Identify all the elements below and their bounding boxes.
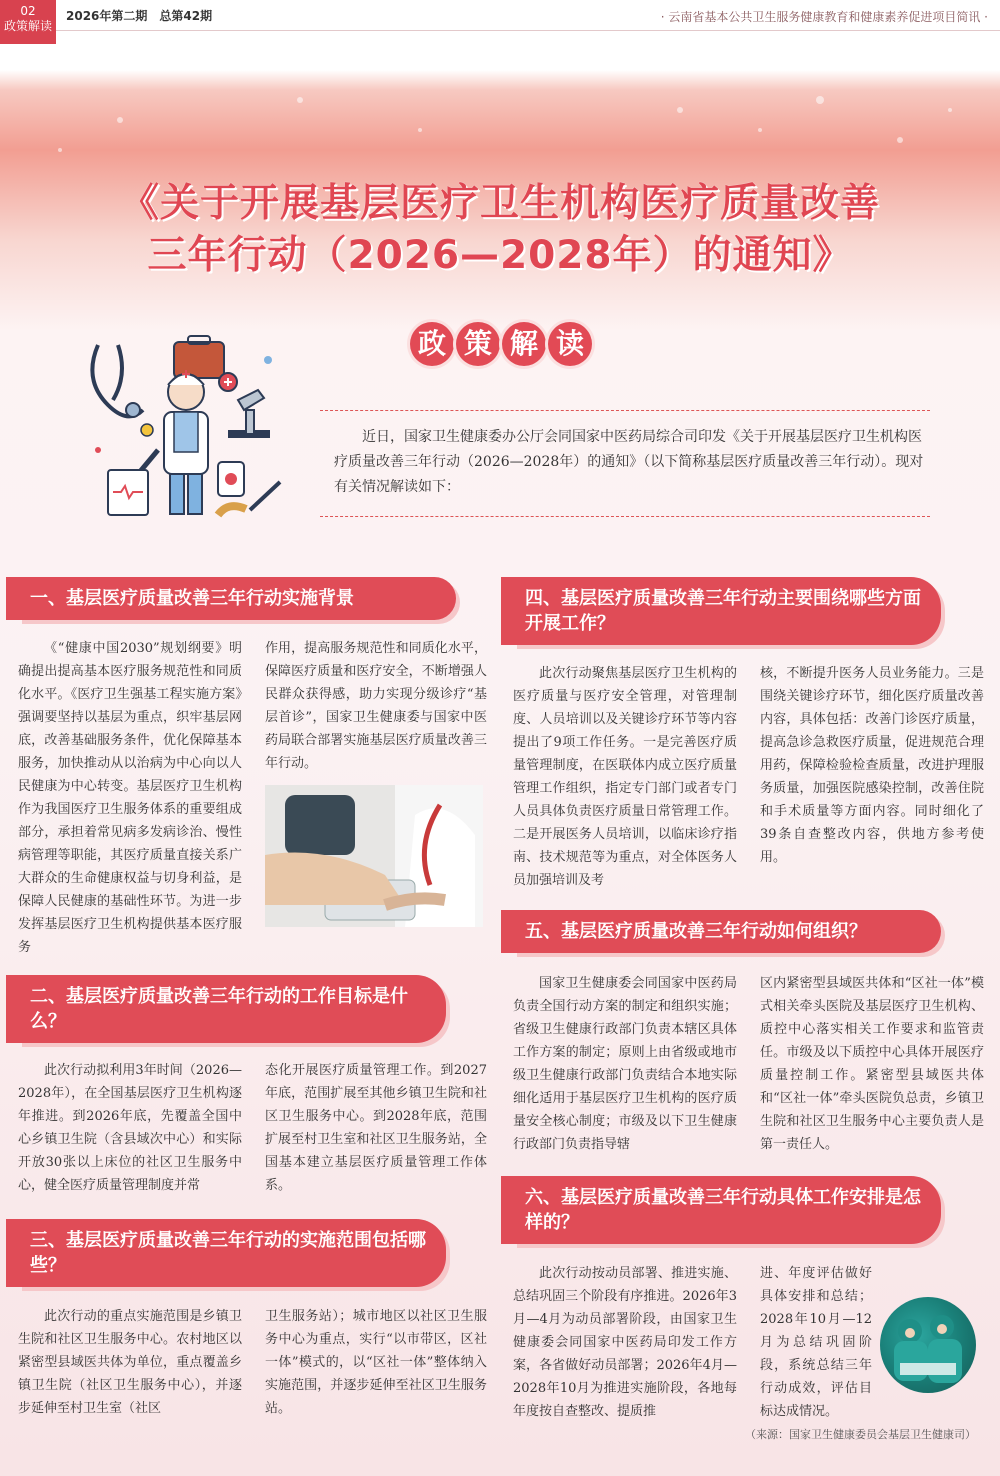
surgery-photo <box>880 1297 976 1393</box>
section-3-left-text: 此次行动的重点实施范围是乡镇卫生院和社区卫生服务中心。农村地区以紧密型县域医共体为单位，重点覆盖乡镇卫生院（社区卫生服务中心），并逐步延伸至村卫生室（社区 <box>18 1309 242 1416</box>
section-2-heading: 二、基层医疗质量改善三年行动的工作目标是什么？ <box>18 975 446 1043</box>
intro-block <box>320 410 930 517</box>
section-4-heading: 四、基层医疗质量改善三年行动主要围绕哪些方面开展工作？ <box>513 577 941 645</box>
policy-badge <box>410 322 592 366</box>
section-5-heading: 五、基层医疗质量改善三年行动如何组织？ <box>513 910 941 953</box>
blood-pressure-photo <box>265 785 483 927</box>
section-4-left <box>513 662 737 892</box>
journal-name: · 云南省基本公共卫生服务健康教育和健康素养促进项目简讯 · <box>660 10 988 24</box>
section-4-right <box>760 662 984 869</box>
section-2-left <box>18 1059 242 1197</box>
title-line-1: 《关于开展基层医疗卫生机构医疗质量改善 <box>119 181 880 226</box>
section-5-left-text: 国家卫生健康委会同国家中医药局负责全国行动方案的制定和组织实施；省级卫生健康行政部门负责本辖区具体工作方案的制定；原则上由省级或地市级卫生健康行政部门负责结合本地实际细化适用于基层医疗卫生机构的医疗质量安全核心制度；市级及以下卫生健康行政部门负责指导辖 <box>513 976 737 1152</box>
section-5-left <box>513 972 737 1156</box>
section-1-right-text: 作用，提高服务规范性和同质化水平，保障医疗质量和医疗安全，不断增强人民群众获得感，助力实现分级诊疗“基层首诊”，国家卫生健康委与国家中医药局联合部署实施基层医疗质量改善三年行动。 <box>265 641 487 771</box>
section-6-heading: 六、基层医疗质量改善三年行动具体工作安排是怎样的？ <box>513 1176 941 1244</box>
section-1-heading: 一、基层医疗质量改善三年行动实施背景 <box>18 577 456 620</box>
section-6-left-text: 此次行动按动员部署、推进实施、总结巩固三个阶段有序推进。2026年3月—4月为动员部署阶段，由国家卫生健康委会同国家中医药局印发工作方案，各省做好动员部署；2026年4月—2028年10月为推进实施阶段，各地每年度按自查整改、提质推 <box>513 1266 737 1419</box>
blood-pressure-photo-art <box>265 785 483 927</box>
section-3-right <box>265 1305 487 1420</box>
section-3-heading: 三、基层医疗质量改善三年行动的实施范围包括哪些？ <box>18 1219 446 1287</box>
page-title <box>30 178 970 282</box>
section-label: 政策解读 <box>3 19 52 33</box>
title-line-2: 三年行动（2026—2028年）的通知》 <box>147 233 853 278</box>
section-6-right <box>760 1262 872 1423</box>
section-3-left <box>18 1305 242 1420</box>
section-5-right <box>760 972 984 1156</box>
badge-char: 政 <box>410 322 454 366</box>
doctor-illustration <box>78 330 288 530</box>
badge-char: 策 <box>456 322 500 366</box>
badge-char: 读 <box>548 322 592 366</box>
section-1-right <box>265 637 487 775</box>
badge-char: 解 <box>502 322 546 366</box>
section-1-left <box>18 637 242 959</box>
page-tag <box>0 0 56 44</box>
section-6-left <box>513 1262 737 1423</box>
issue-info: 2026年第二期 总第42期 <box>66 9 213 23</box>
section-6-right-text: 进、年度评估做好具体安排和总结；2028年10月—12月为总结巩固阶段，系统总结三年行动成效，评估目标达成情况。 <box>760 1266 872 1419</box>
section-2-right <box>265 1059 487 1197</box>
section-5-right-text: 区内紧密型县域医共体和“区社一体”模式相关牵头医院及基层医疗卫生机构、质控中心落实相关工作要求和监管责任。市级及以下质控中心具体开展医疗质量控制工作。紧密型县域医共体和“区社一体”牵头医院负总责，乡镇卫生院和社区卫生服务中心主要负责人是第一责任人。 <box>760 976 984 1152</box>
section-3-right-text: 卫生服务站）；城市地区以社区卫生服务中心为重点，实行“以市带区，区社一体”模式的，以“区社一体”整体纳入实施范围，并逐步延伸至社区卫生服务站。 <box>265 1309 487 1416</box>
section-2-right-text: 态化开展医疗质量管理工作。到2027年底，范围扩展至其他乡镇卫生院和社区卫生服务中心。到2028年底，范围扩展至村卫生室和社区卫生服务站，全国基本建立基层医疗质量管理工作体系。 <box>265 1063 487 1193</box>
section-4-right-text: 核，不断提升医务人员业务能力。三是围绕关键诊疗环节，细化医疗质量改善内容，具体包括：改善门诊医疗质量，提高急诊急救医疗质量，促进规范合理用药，保障检验检查质量，改进护理服务质量，加强医院感染控制，改善住院和手术质量等方面内容。同时细化了39条自查整改内容，供地方参考使用。 <box>760 666 984 865</box>
section-4-left-text: 此次行动聚焦基层医疗卫生机构的医疗质量与医疗安全管理，对管理制度、人员培训以及关键诊疗环节等内容提出了9项工作任务。一是完善医疗质量管理制度，在医联体内成立医疗质量管理工作组织，指定专门部门或者专门人员具体负责医疗质量日常管理工作。二是开展医务人员培训，以临床诊疗指南、技术规范等为重点，对全体医务人员加强培训及考 <box>513 666 737 888</box>
source-note: （来源：国家卫生健康委员会基层卫生健康司） <box>745 1428 976 1441</box>
surgery-photo-art <box>880 1297 976 1393</box>
section-1-left-text: 《“健康中国2030”规划纲要》明确提出提高基本医疗服务规范性和同质化水平。《医疗卫生强基工程实施方案》强调要坚持以基层为重点，织牢基层网底，改善基础服务条件，优化保障基本服务，加快推动从以治病为中心向以人民健康为中心转变。基层医疗卫生机构作为我国医疗卫生服务体系的重要组成部分，承担着常见病多发病诊治、慢性病管理等职能，其医疗质量直接关系广大群众的生命健康权益与切身利益，是保障人民健康的基础性环节。为进一步发挥基层医疗卫生机构提供基本医疗服务 <box>18 641 242 955</box>
section-2-left-text: 此次行动拟利用3年时间（2026—2028年），在全国基层医疗卫生机构逐年推进。到2026年底，先覆盖全国中心乡镇卫生院（含县域次中心）和实际开放30张以上床位的社区卫生服务中心，健全医疗质量管理制度并常 <box>18 1063 242 1193</box>
intro-text: 近日，国家卫生健康委办公厅会同国家中医药局综合司印发《关于开展基层医疗卫生机构医疗质量改善三年行动（2026—2028年）的通知》（以下简称基层医疗质量改善三年行动）。现对有关情况解读如下： <box>334 429 924 495</box>
page-number: 02 <box>20 4 36 18</box>
